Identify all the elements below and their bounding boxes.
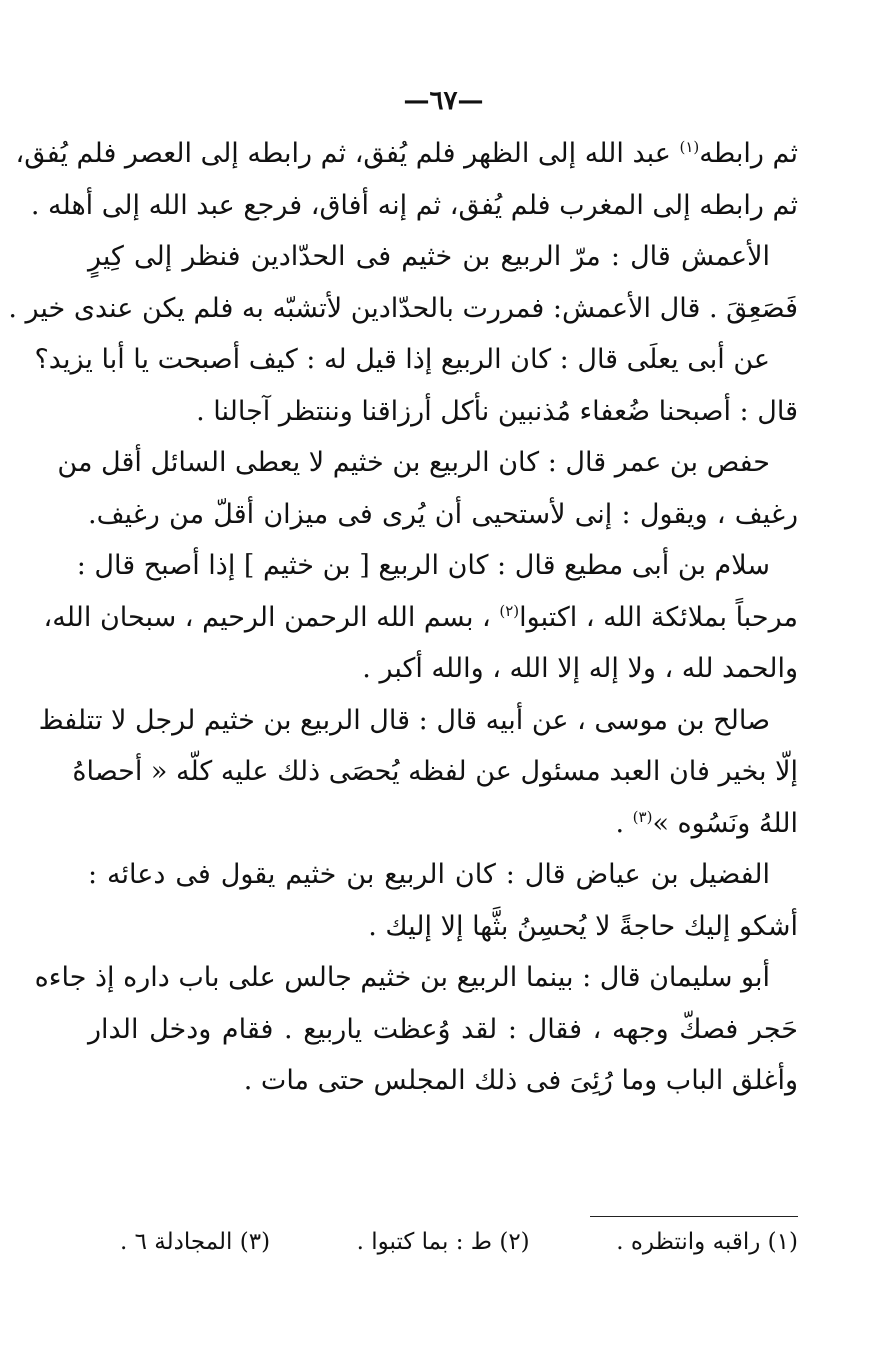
text-line [76, 540, 798, 592]
text-line-content: حَجر فصكّ وجهه ، فقال : لقد وُعظت ياربيع . فقام ودخل الدار [88, 1013, 798, 1045]
text-line-content: مرحباً بملائكة الله ، اكتبوا [519, 601, 798, 633]
text-line-content: إلّا بخير فان العبد مسئول عن لفظه يُحصَى ذلك عليه كلّه « أحصاهُ [72, 756, 798, 787]
footnotes [120, 1220, 798, 1264]
text-line [34, 952, 798, 1004]
text-line-content: أشكو إليك حاجةً لا يُحسِنُ بثَّها إلا إليك . [368, 910, 798, 942]
text-line-content: ثم رابطه إلى المغرب فلم يُفق، ثم إنه أفاق، فرجع عبد الله إلى أهله . [30, 189, 798, 221]
text-line [88, 643, 798, 695]
text-line-continuation: عبد الله إلى الظهر فلم يُفق، ثم رابطه إلى العصر فلم يُفق، [15, 138, 680, 169]
text-line [88, 231, 798, 283]
footnote-divider [590, 1216, 798, 1217]
page-number: —٦٧— [403, 86, 484, 116]
text-line-continuation: ، بسم الله الرحمن الرحيم ، سبحان الله، [43, 601, 500, 633]
text-line-content: قال : أصبحنا ضُعفاء مُذنبين نأكل أرزاقنا وننتظر آجالنا . [196, 395, 798, 427]
text-line [88, 798, 798, 850]
text-line [34, 334, 798, 386]
text-line-content: عن أبى يعلَى قال : كان الربيع إذا قيل له : كيف أصبحت يا أبا يزيد؟ [34, 344, 770, 375]
text-line-content: أبو سليمان قال : بينما الربيع بن خثيم جالس على باب داره إذ جاءه [34, 962, 770, 993]
text-line [88, 901, 798, 953]
footnote-item: (٢) ط : بما كتبوا . [356, 1229, 530, 1255]
text-line-content: الأعمش قال : مرّ الربيع بن خثيم فى الحدّادين فنظر إلى كِيرٍ [88, 241, 770, 272]
footnote-item: (٣) المجادلة ٦ . [120, 1229, 271, 1255]
text-line-content: والحمد لله ، ولا إله إلا الله ، والله أكبر . [362, 653, 798, 684]
text-line-content: وأغلق الباب وما رُئِىَ فى ذلك المجلس حتى مات . [243, 1065, 798, 1096]
text-line [15, 128, 798, 180]
text-line [88, 1055, 798, 1107]
text-line [43, 592, 798, 644]
text-line [57, 437, 798, 489]
text-line-content: صالح بن موسى ، عن أبيه قال : قال الربيع بن خثيم لرجل لا تتلفظ [38, 704, 770, 736]
body-text [8, 128, 798, 1107]
text-line [88, 386, 798, 438]
text-line [88, 489, 798, 541]
text-line-continuation: . [615, 807, 633, 839]
text-line [30, 180, 798, 232]
text-line-content: رغيف ، ويقول : إنى لأستحيى أن يُرى فى ميزان أقلّ من رغيف. [88, 498, 798, 530]
text-line-content: فَصَعِقَ . قال الأعمش: فمررت بالحدّادين لأتشبّه به فلم يكن عندى خير . [8, 292, 798, 324]
text-line [72, 746, 798, 798]
footnote-marker: (١) [679, 138, 700, 156]
text-line-content: حفص بن عمر قال : كان الربيع بن خثيم لا يعطى السائل أقل من [57, 447, 770, 478]
footnote-item: (١) راقبه وانتظره . [616, 1229, 798, 1255]
text-line [88, 849, 798, 901]
text-line [88, 1004, 798, 1056]
text-line [8, 283, 798, 335]
text-line-content: سلام بن أبى مطيع قال : كان الربيع [ بن خثيم ] إذا أصبح قال : [76, 550, 770, 581]
footnote-marker: (٢) [499, 601, 520, 620]
text-line-content: ثم رابطه [699, 138, 798, 169]
text-line [38, 695, 798, 747]
text-line-content: الفضيل بن عياض قال : كان الربيع بن خثيم يقول فى دعائه : [88, 859, 770, 890]
footnote-marker: (٣) [632, 807, 653, 826]
text-line-content: اللهُ ونَسُوه » [652, 807, 798, 839]
